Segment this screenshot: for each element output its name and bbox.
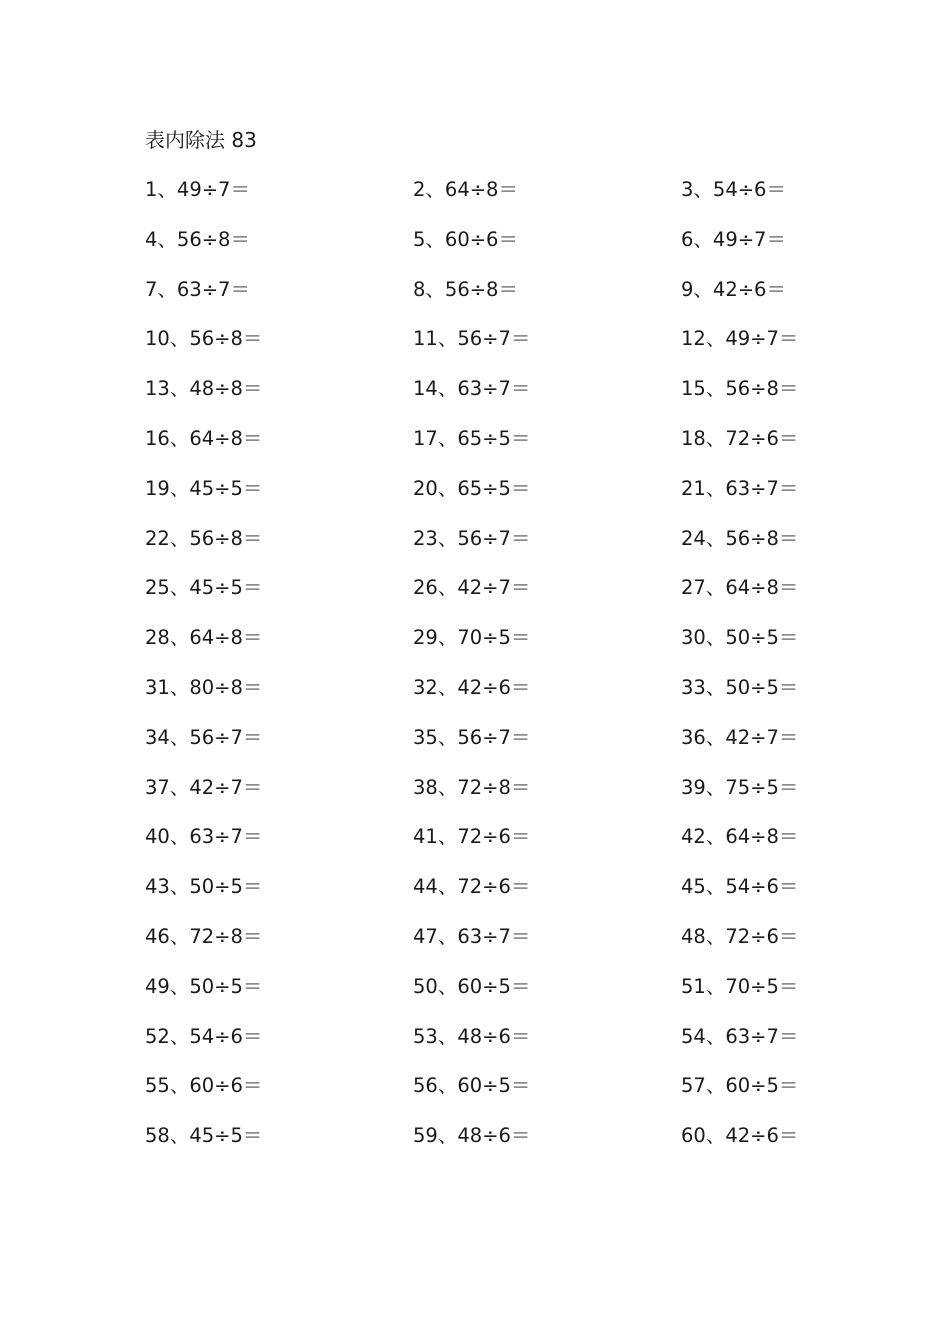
problem-item: 60、42÷6＝: [681, 1124, 799, 1148]
problem-item: 20、65÷5＝: [413, 476, 531, 500]
problem-item: 36、42÷7＝: [681, 725, 799, 749]
problem-item: 43、50÷5＝: [145, 875, 263, 899]
problem-item: 9、42÷6＝: [681, 277, 786, 301]
problem-item: 31、80÷8＝: [145, 675, 263, 699]
problem-item: 24、56÷8＝: [681, 526, 799, 550]
problem-item: 12、49÷7＝: [681, 327, 799, 351]
problem-item: 22、56÷8＝: [145, 526, 263, 550]
problem-item: 56、60÷5＝: [413, 1074, 531, 1098]
problem-item: 30、50÷5＝: [681, 626, 799, 650]
problem-item: 3、54÷6＝: [681, 178, 786, 201]
problem-item: 4、56÷8＝: [145, 227, 250, 251]
problem-item: 41、72÷6＝: [413, 825, 531, 849]
problem-item: 54、63÷7＝: [681, 1024, 799, 1048]
problem-item: 40、63÷7＝: [145, 825, 263, 849]
problem-item: 49、50÷5＝: [145, 974, 263, 998]
problem-item: 47、63÷7＝: [413, 924, 531, 948]
problem-item: 46、72÷8＝: [145, 924, 263, 948]
problem-item: 35、56÷7＝: [413, 725, 531, 749]
worksheet-title: 表内除法 83: [145, 128, 257, 152]
problem-item: 34、56÷7＝: [145, 725, 263, 749]
problem-item: 25、45÷5＝: [145, 576, 263, 600]
problem-grid: [145, 176, 865, 1172]
problem-item: 45、54÷6＝: [681, 875, 799, 899]
problem-item: 8、56÷8＝: [413, 277, 518, 301]
problem-item: 59、48÷6＝: [413, 1124, 531, 1148]
problem-item: 10、56÷8＝: [145, 327, 263, 351]
problem-item: 26、42÷7＝: [413, 576, 531, 600]
problem-item: 19、45÷5＝: [145, 476, 263, 500]
problem-item: 17、65÷5＝: [413, 426, 531, 450]
problem-item: 44、72÷6＝: [413, 875, 531, 899]
problem-item: 2、64÷8＝: [413, 178, 518, 201]
problem-item: 28、64÷8＝: [145, 626, 263, 650]
problem-item: 37、42÷7＝: [145, 775, 263, 799]
problem-item: 51、70÷5＝: [681, 974, 799, 998]
problem-item: 27、64÷8＝: [681, 576, 799, 600]
problem-item: 21、63÷7＝: [681, 476, 799, 500]
problem-item: 23、56÷7＝: [413, 526, 531, 550]
problem-item: 48、72÷6＝: [681, 924, 799, 948]
problem-item: 50、60÷5＝: [413, 974, 531, 998]
problem-item: 6、49÷7＝: [681, 227, 786, 251]
problem-item: 55、60÷6＝: [145, 1074, 263, 1098]
problem-item: 11、56÷7＝: [413, 327, 531, 351]
problem-item: 1、49÷7＝: [145, 178, 250, 201]
problem-item: 16、64÷8＝: [145, 426, 263, 450]
problem-item: 14、63÷7＝: [413, 377, 531, 401]
problem-item: 32、42÷6＝: [413, 675, 531, 699]
problem-item: 57、60÷5＝: [681, 1074, 799, 1098]
problem-item: 5、60÷6＝: [413, 227, 518, 251]
problem-item: 18、72÷6＝: [681, 426, 799, 450]
problem-item: 53、48÷6＝: [413, 1024, 531, 1048]
problem-item: 52、54÷6＝: [145, 1024, 263, 1048]
problem-item: 29、70÷5＝: [413, 626, 531, 650]
problem-item: 39、75÷5＝: [681, 775, 799, 799]
problem-item: 58、45÷5＝: [145, 1124, 263, 1148]
problem-item: 7、63÷7＝: [145, 277, 250, 301]
problem-item: 33、50÷5＝: [681, 675, 799, 699]
problem-item: 15、56÷8＝: [681, 377, 799, 401]
problem-item: 38、72÷8＝: [413, 775, 531, 799]
problem-item: 42、64÷8＝: [681, 825, 799, 849]
problem-item: 13、48÷8＝: [145, 377, 263, 401]
